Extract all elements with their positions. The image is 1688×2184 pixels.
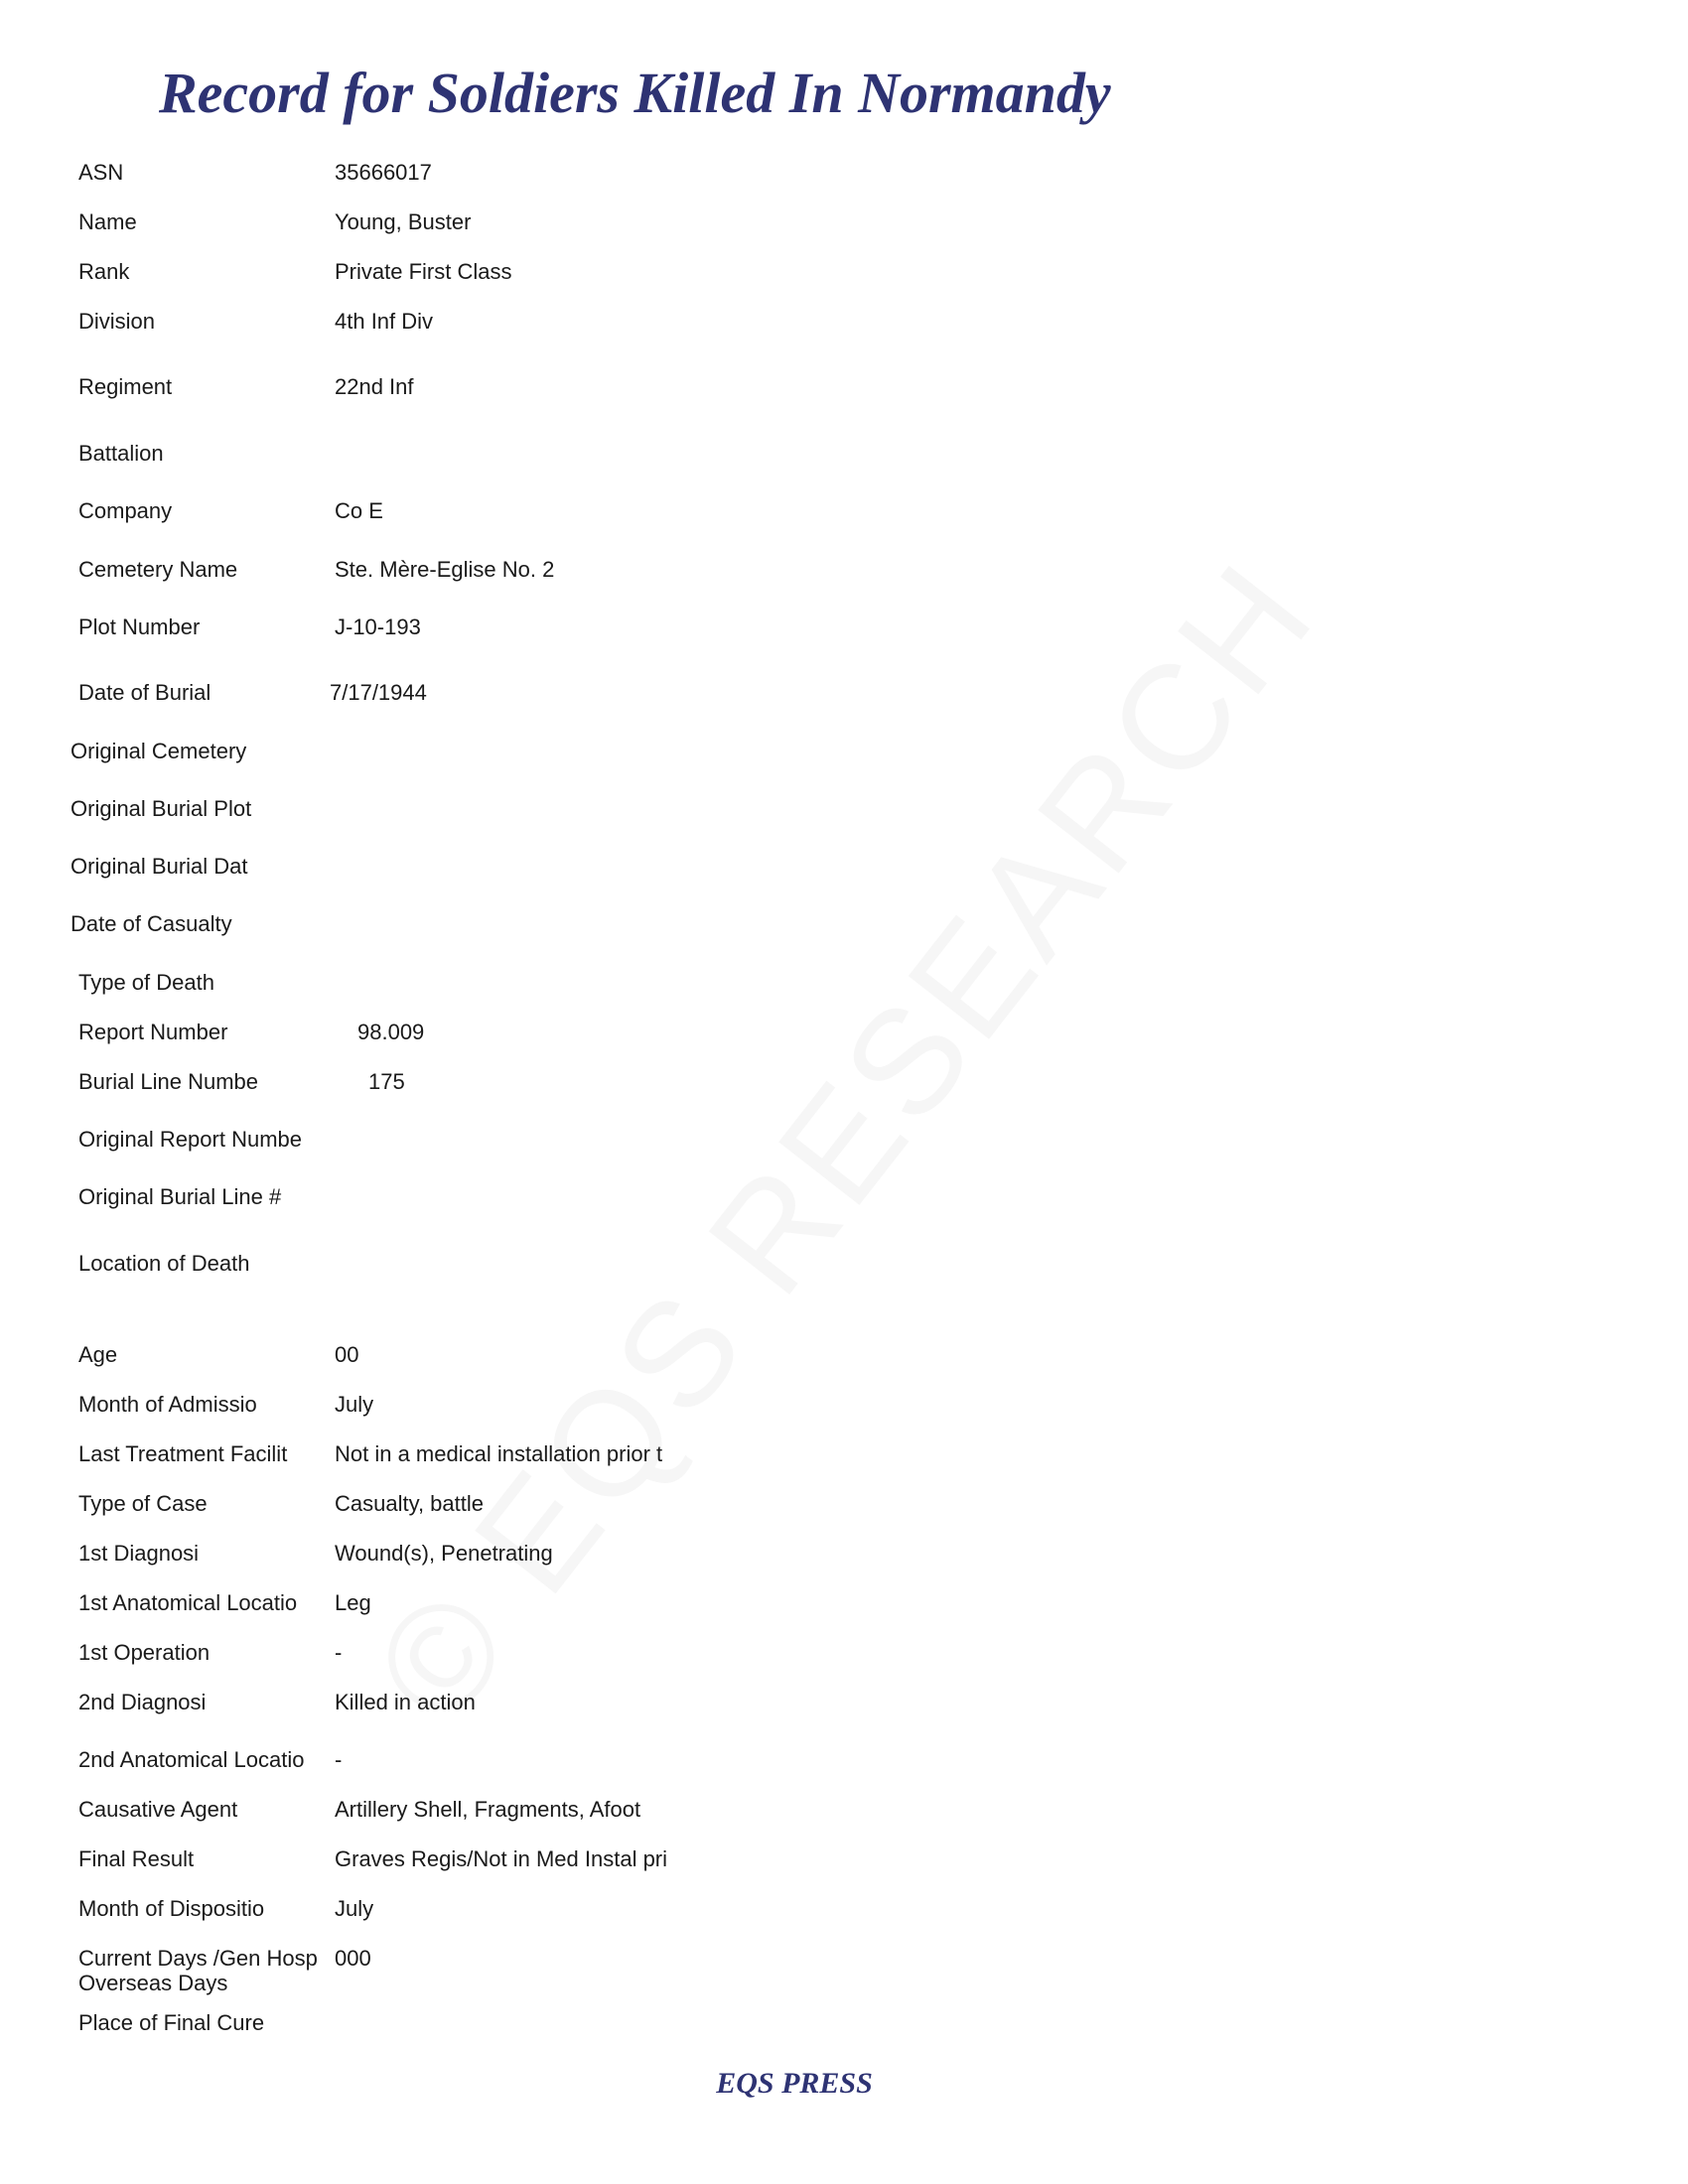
battalion-label: Battalion bbox=[78, 441, 164, 466]
type-of-death-label: Type of Death bbox=[78, 970, 214, 995]
overseas-days-label: Overseas Days bbox=[78, 1971, 228, 1995]
rank-label: Rank bbox=[78, 259, 130, 284]
name-value: Young, Buster bbox=[335, 209, 472, 234]
month-of-admission-value: July bbox=[335, 1392, 374, 1417]
company-label: Company bbox=[78, 498, 173, 523]
date-of-casualty-label: Date of Casualty bbox=[70, 911, 232, 936]
final-result-value: Graves Regis/Not in Med Instal pri bbox=[335, 1846, 668, 1871]
plot-number-value: J-10-193 bbox=[335, 614, 421, 639]
date-of-burial-value: 7/17/1944 bbox=[330, 680, 427, 705]
first-anatomical-location-value: Leg bbox=[335, 1590, 371, 1615]
original-burial-plot-label: Original Burial Plot bbox=[70, 796, 252, 821]
rank-value: Private First Class bbox=[335, 259, 512, 284]
location-of-death-label: Location of Death bbox=[78, 1251, 250, 1276]
place-of-final-cure-label: Place of Final Cure bbox=[78, 2010, 265, 2035]
month-of-disposition-label: Month of Dispositio bbox=[78, 1896, 265, 1921]
footer-publisher: EQS PRESS bbox=[716, 2067, 873, 2100]
age-label: Age bbox=[78, 1342, 118, 1367]
company-value: Co E bbox=[335, 498, 383, 523]
last-treatment-facility-value: Not in a medical installation prior t bbox=[335, 1441, 663, 1466]
report-number-value: 98.009 bbox=[357, 1020, 425, 1044]
plot-number-label: Plot Number bbox=[78, 614, 201, 639]
causative-agent-label: Causative Agent bbox=[78, 1797, 238, 1822]
type-of-case-value: Casualty, battle bbox=[335, 1491, 485, 1516]
cemetery-name-value: Ste. Mère-Eglise No. 2 bbox=[335, 557, 555, 582]
month-of-disposition-value: July bbox=[335, 1896, 374, 1921]
type-of-case-label: Type of Case bbox=[78, 1491, 208, 1516]
asn-value: 35666017 bbox=[335, 160, 432, 185]
report-number-label: Report Number bbox=[78, 1020, 228, 1044]
month-of-admission-label: Month of Admissio bbox=[78, 1392, 257, 1417]
first-operation-value: - bbox=[335, 1640, 343, 1665]
first-diagnosis-label: 1st Diagnosi bbox=[78, 1541, 200, 1566]
cemetery-name-label: Cemetery Name bbox=[78, 557, 238, 582]
second-anatomical-location-label: 2nd Anatomical Locatio bbox=[78, 1747, 305, 1772]
original-burial-line-label: Original Burial Line # bbox=[78, 1184, 282, 1209]
current-days-gen-hosp-label: Current Days /Gen Hosp bbox=[78, 1946, 318, 1971]
asn-label: ASN bbox=[78, 160, 124, 185]
date-of-burial-label: Date of Burial bbox=[78, 680, 211, 705]
burial-line-number-value: 175 bbox=[368, 1069, 405, 1094]
burial-line-number-label: Burial Line Numbe bbox=[78, 1069, 258, 1094]
first-operation-label: 1st Operation bbox=[78, 1640, 211, 1665]
division-value: 4th Inf Div bbox=[335, 309, 434, 334]
second-anatomical-location-value: - bbox=[335, 1747, 343, 1772]
current-days-gen-hosp-value: 000 bbox=[335, 1946, 371, 1971]
first-diagnosis-value: Wound(s), Penetrating bbox=[335, 1541, 553, 1566]
regiment-label: Regiment bbox=[78, 374, 173, 399]
second-diagnosis-label: 2nd Diagnosi bbox=[78, 1690, 207, 1714]
name-label: Name bbox=[78, 209, 137, 234]
causative-agent-value: Artillery Shell, Fragments, Afoot bbox=[335, 1797, 641, 1822]
final-result-label: Final Result bbox=[78, 1846, 195, 1871]
division-label: Division bbox=[78, 309, 156, 334]
first-anatomical-location-label: 1st Anatomical Locatio bbox=[78, 1590, 298, 1615]
regiment-value: 22nd Inf bbox=[335, 374, 414, 399]
age-value: 00 bbox=[335, 1342, 359, 1367]
last-treatment-facility-label: Last Treatment Facilit bbox=[78, 1441, 288, 1466]
second-diagnosis-value: Killed in action bbox=[335, 1690, 476, 1714]
original-burial-date-label: Original Burial Dat bbox=[70, 854, 248, 879]
page-title: Record for Soldiers Killed In Normandy bbox=[159, 61, 1111, 125]
watermark bbox=[340, 530, 1348, 1753]
original-cemetery-label: Original Cemetery bbox=[70, 739, 247, 763]
original-report-number-label: Original Report Numbe bbox=[78, 1127, 302, 1152]
